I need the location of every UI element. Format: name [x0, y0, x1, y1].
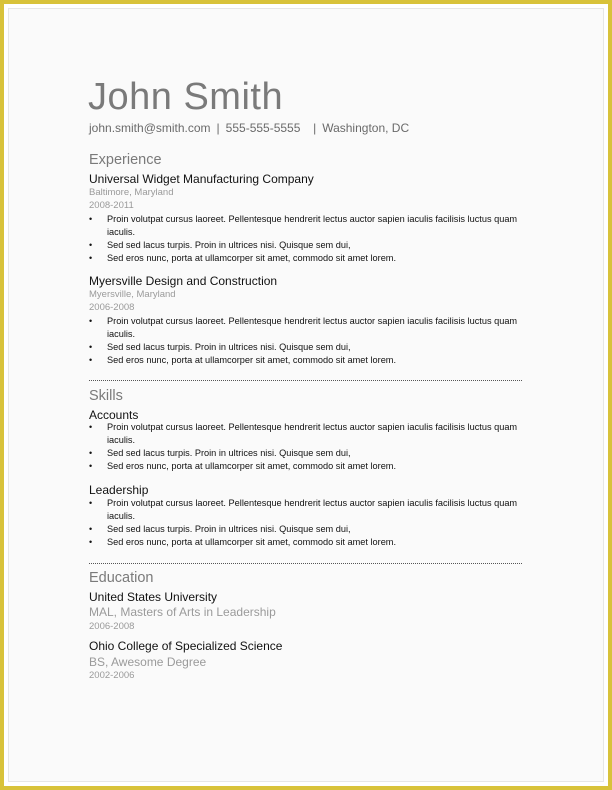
- section-divider: [89, 380, 522, 381]
- separator: |: [216, 121, 220, 135]
- list-item: • Sed sed lacus turpis. Proin in ultrices nisi. Quisque sem dui,: [89, 523, 519, 536]
- section-title-skills: Skills: [89, 388, 123, 404]
- skill-group-title: Accounts: [89, 408, 139, 422]
- section-divider: [89, 563, 522, 564]
- list-item: • Proin volutpat cursus laoreet. Pellentesque hendrerit lectus auctor sapien iaculis facilisis luctus quam iaculis.: [89, 213, 519, 238]
- section-title-education: Education: [89, 570, 154, 586]
- location: Washington, DC: [322, 121, 410, 135]
- skill-bullets: [89, 497, 519, 549]
- list-item: • Proin volutpat cursus laoreet. Pellentesque hendrerit lectus auctor sapien iaculis facilisis luctus quam iaculis.: [89, 421, 519, 446]
- resume-name: John Smith: [88, 76, 284, 118]
- list-item: • Sed sed lacus turpis. Proin in ultrices nisi. Quisque sem dui,: [89, 239, 519, 252]
- job-years: 2006-2008: [89, 302, 135, 313]
- contact-line: [89, 121, 415, 135]
- job-place: Baltimore, Maryland: [89, 187, 174, 198]
- list-item: • Sed eros nunc, porta at ullamcorper sit amet, commodo sit amet lorem.: [89, 252, 519, 265]
- job-company: Universal Widget Manufacturing Company: [89, 172, 314, 186]
- list-item: • Proin volutpat cursus laoreet. Pellentesque hendrerit lectus auctor sapien iaculis facilisis luctus quam iaculis.: [89, 497, 519, 522]
- job-bullets: [89, 315, 519, 367]
- job-years: 2008-2011: [89, 200, 134, 211]
- job-place: Myersville, Maryland: [89, 289, 176, 300]
- list-item: • Proin volutpat cursus laoreet. Pellentesque hendrerit lectus auctor sapien iaculis facilisis luctus quam iaculis.: [89, 315, 519, 340]
- school-degree: MAL, Masters of Arts in Leadership: [89, 605, 276, 619]
- job-company: Myersville Design and Construction: [89, 274, 278, 288]
- job-bullets: [89, 213, 519, 265]
- email: john.smith@smith.com: [89, 121, 211, 135]
- phone: 555-555-5555: [225, 121, 301, 135]
- list-item: • Sed sed lacus turpis. Proin in ultrices nisi. Quisque sem dui,: [89, 447, 519, 460]
- school-degree: BS, Awesome Degree: [89, 655, 207, 669]
- skill-group-title: Leadership: [89, 483, 149, 497]
- list-item: • Sed eros nunc, porta at ullamcorper sit amet, commodo sit amet lorem.: [89, 460, 519, 473]
- school-name: United States University: [89, 590, 218, 604]
- school-years: 2002-2006: [89, 670, 135, 681]
- school-years: 2006-2008: [89, 621, 135, 632]
- separator: |: [313, 121, 317, 135]
- section-title-experience: Experience: [89, 152, 162, 168]
- school-name: Ohio College of Specialized Science: [89, 639, 283, 653]
- list-item: • Sed sed lacus turpis. Proin in ultrices nisi. Quisque sem dui,: [89, 341, 519, 354]
- list-item: • Sed eros nunc, porta at ullamcorper sit amet, commodo sit amet lorem.: [89, 354, 519, 367]
- skill-bullets: [89, 421, 519, 473]
- list-item: • Sed eros nunc, porta at ullamcorper sit amet, commodo sit amet lorem.: [89, 536, 519, 549]
